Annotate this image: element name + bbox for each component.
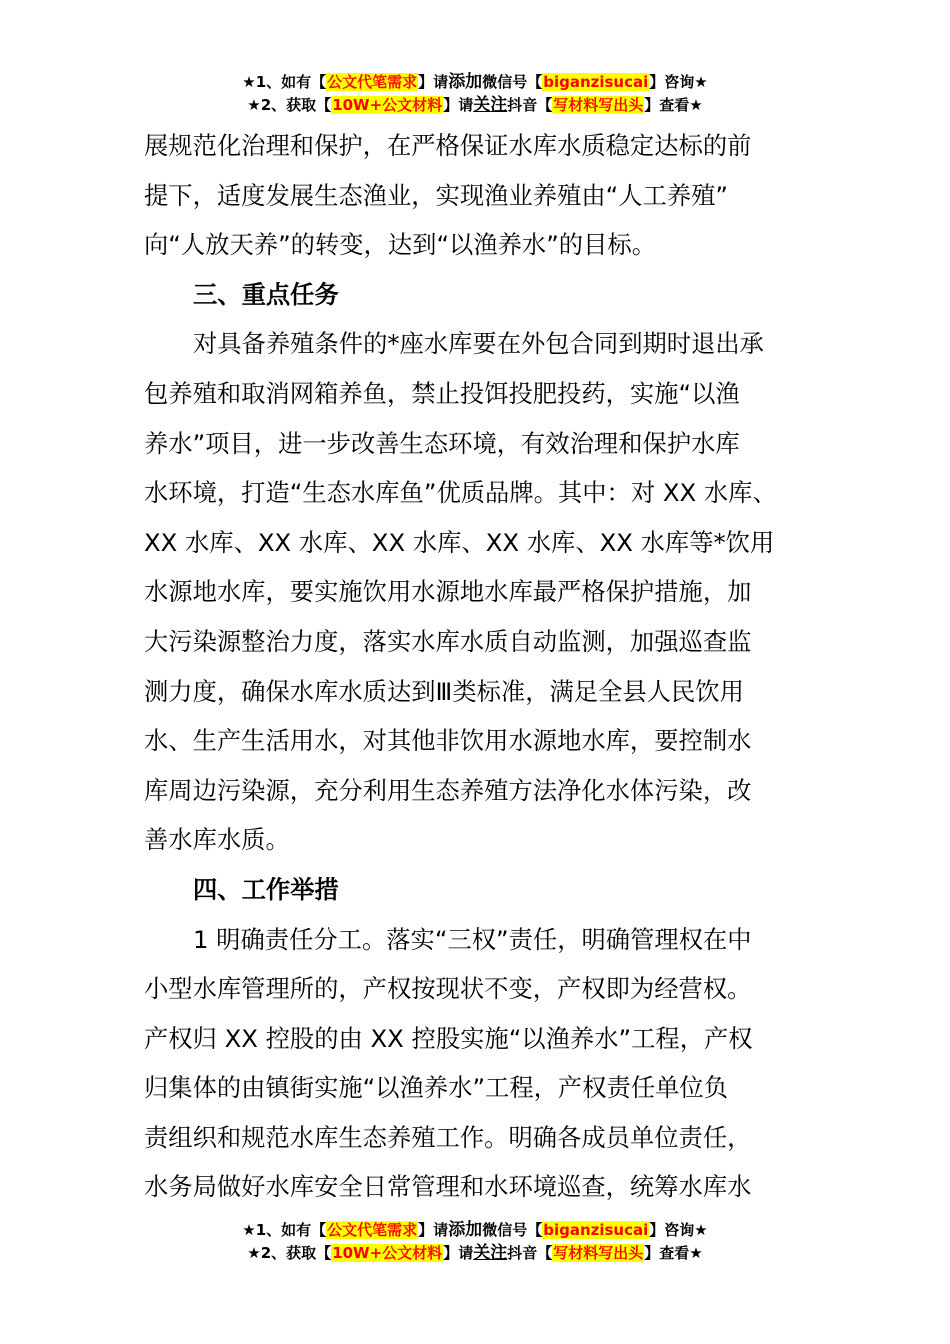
ad-emphasis: 关注: [473, 1243, 508, 1263]
ad-text: ★1、如有【: [242, 1221, 327, 1239]
text-line: 对具备养殖条件的*座水库要在外包合同到期时退出承: [193, 329, 764, 359]
ad-text: 抖音【: [507, 96, 553, 114]
paragraph-1: [144, 121, 816, 270]
text-line: 水环境，打造“生态水库鱼”优质品牌。其中：对 XX 水库、: [144, 478, 777, 508]
ad-highlight: biganzisucai: [543, 1221, 649, 1239]
header-ad-line-1: [0, 71, 950, 93]
ad-highlight: 写材料写出头: [553, 96, 644, 114]
text-line: 养水”项目，进一步改善生态环境，有效治理和保护水库: [144, 428, 740, 458]
paragraph-3: [144, 915, 816, 1213]
ad-text: 】请: [443, 96, 474, 114]
ad-text: ★2、获取【: [247, 1244, 332, 1262]
text-line: 向“人放天养”的转变，达到“以渔养水”的目标。: [144, 230, 656, 260]
text-line: XX 水库、XX 水库、XX 水库、XX 水库、XX 水库等*饮用: [144, 527, 775, 557]
ad-highlight: 公文代笔需求: [327, 73, 418, 91]
text-line: 责组织和规范水库生态养殖工作。明确各成员单位责任，: [144, 1122, 752, 1152]
ad-text: 】请: [418, 73, 449, 91]
ad-text: ★2、获取【: [247, 96, 332, 114]
ad-highlight: 公文代笔需求: [327, 1221, 418, 1239]
footer-ad-line-1: [0, 1219, 950, 1241]
text-line: 归集体的由镇街实施“以渔养水”工程，产权责任单位负: [144, 1073, 729, 1103]
text-line: 水源地水库，要实施饮用水源地水库最严格保护措施，加: [144, 577, 752, 607]
section-heading-4: 四、工作举措: [193, 874, 339, 904]
ad-text: 微信号【: [482, 1221, 543, 1239]
text-line: 展规范化治理和保护，在严格保证水库水质稳定达标的前: [144, 131, 752, 160]
ad-highlight: 10W+公文材料: [332, 1244, 443, 1262]
ad-emphasis: 添加: [448, 1220, 483, 1240]
ad-text: ★1、如有【: [242, 73, 327, 91]
ad-text: 】查看★: [644, 96, 703, 114]
text-line: 测力度，确保水库水质达到Ⅲ类标准，满足全县人民饮用: [144, 676, 744, 706]
text-line: 水务局做好水库安全日常管理和水环境巡查，统筹水库水: [144, 1172, 752, 1202]
text-line: 1 明确责任分工。落实“三权”责任，明确管理权在中: [193, 924, 752, 954]
text-line: 提下，适度发展生态渔业，实现渔业养殖由“人工养殖”: [144, 180, 729, 210]
ad-highlight: 写材料写出头: [553, 1244, 644, 1262]
text-line: 产权归 XX 控股的由 XX 控股实施“以渔养水”工程，产权: [144, 1023, 753, 1053]
ad-text: 】请: [418, 1221, 449, 1239]
text-line: 库周边污染源，充分利用生态养殖方法净化水体污染，改: [144, 775, 752, 805]
header-ad-line-2: [0, 94, 950, 116]
ad-highlight: 10W+公文材料: [332, 96, 443, 114]
ad-highlight: biganzisucai: [543, 73, 649, 91]
ad-emphasis: 关注: [473, 95, 508, 115]
text-line: 水、生产生活用水，对其他非饮用水源地水库，要控制水: [144, 726, 752, 756]
ad-text: 】请: [443, 1244, 474, 1262]
text-line: 包养殖和取消网箱养鱼，禁止投饵投肥投药，实施“以渔: [144, 378, 740, 408]
paragraph-2: [144, 319, 816, 865]
ad-text: 】咨询★: [649, 73, 708, 91]
section-heading-3: 三、重点任务: [193, 279, 339, 309]
ad-text: 微信号【: [482, 73, 543, 91]
ad-emphasis: 添加: [448, 72, 483, 92]
footer-ad-line-2: [0, 1242, 950, 1264]
text-line: 善水库水质。: [144, 825, 290, 855]
document-body: [144, 121, 816, 1212]
ad-text: 】查看★: [644, 1244, 703, 1262]
text-line: 大污染源整治力度，落实水库水质自动监测，加强巡查监: [144, 626, 752, 656]
ad-text: 】咨询★: [649, 1221, 708, 1239]
ad-text: 抖音【: [507, 1244, 553, 1262]
text-line: 小型水库管理所的，产权按现状不变，产权即为经营权。: [144, 974, 752, 1004]
